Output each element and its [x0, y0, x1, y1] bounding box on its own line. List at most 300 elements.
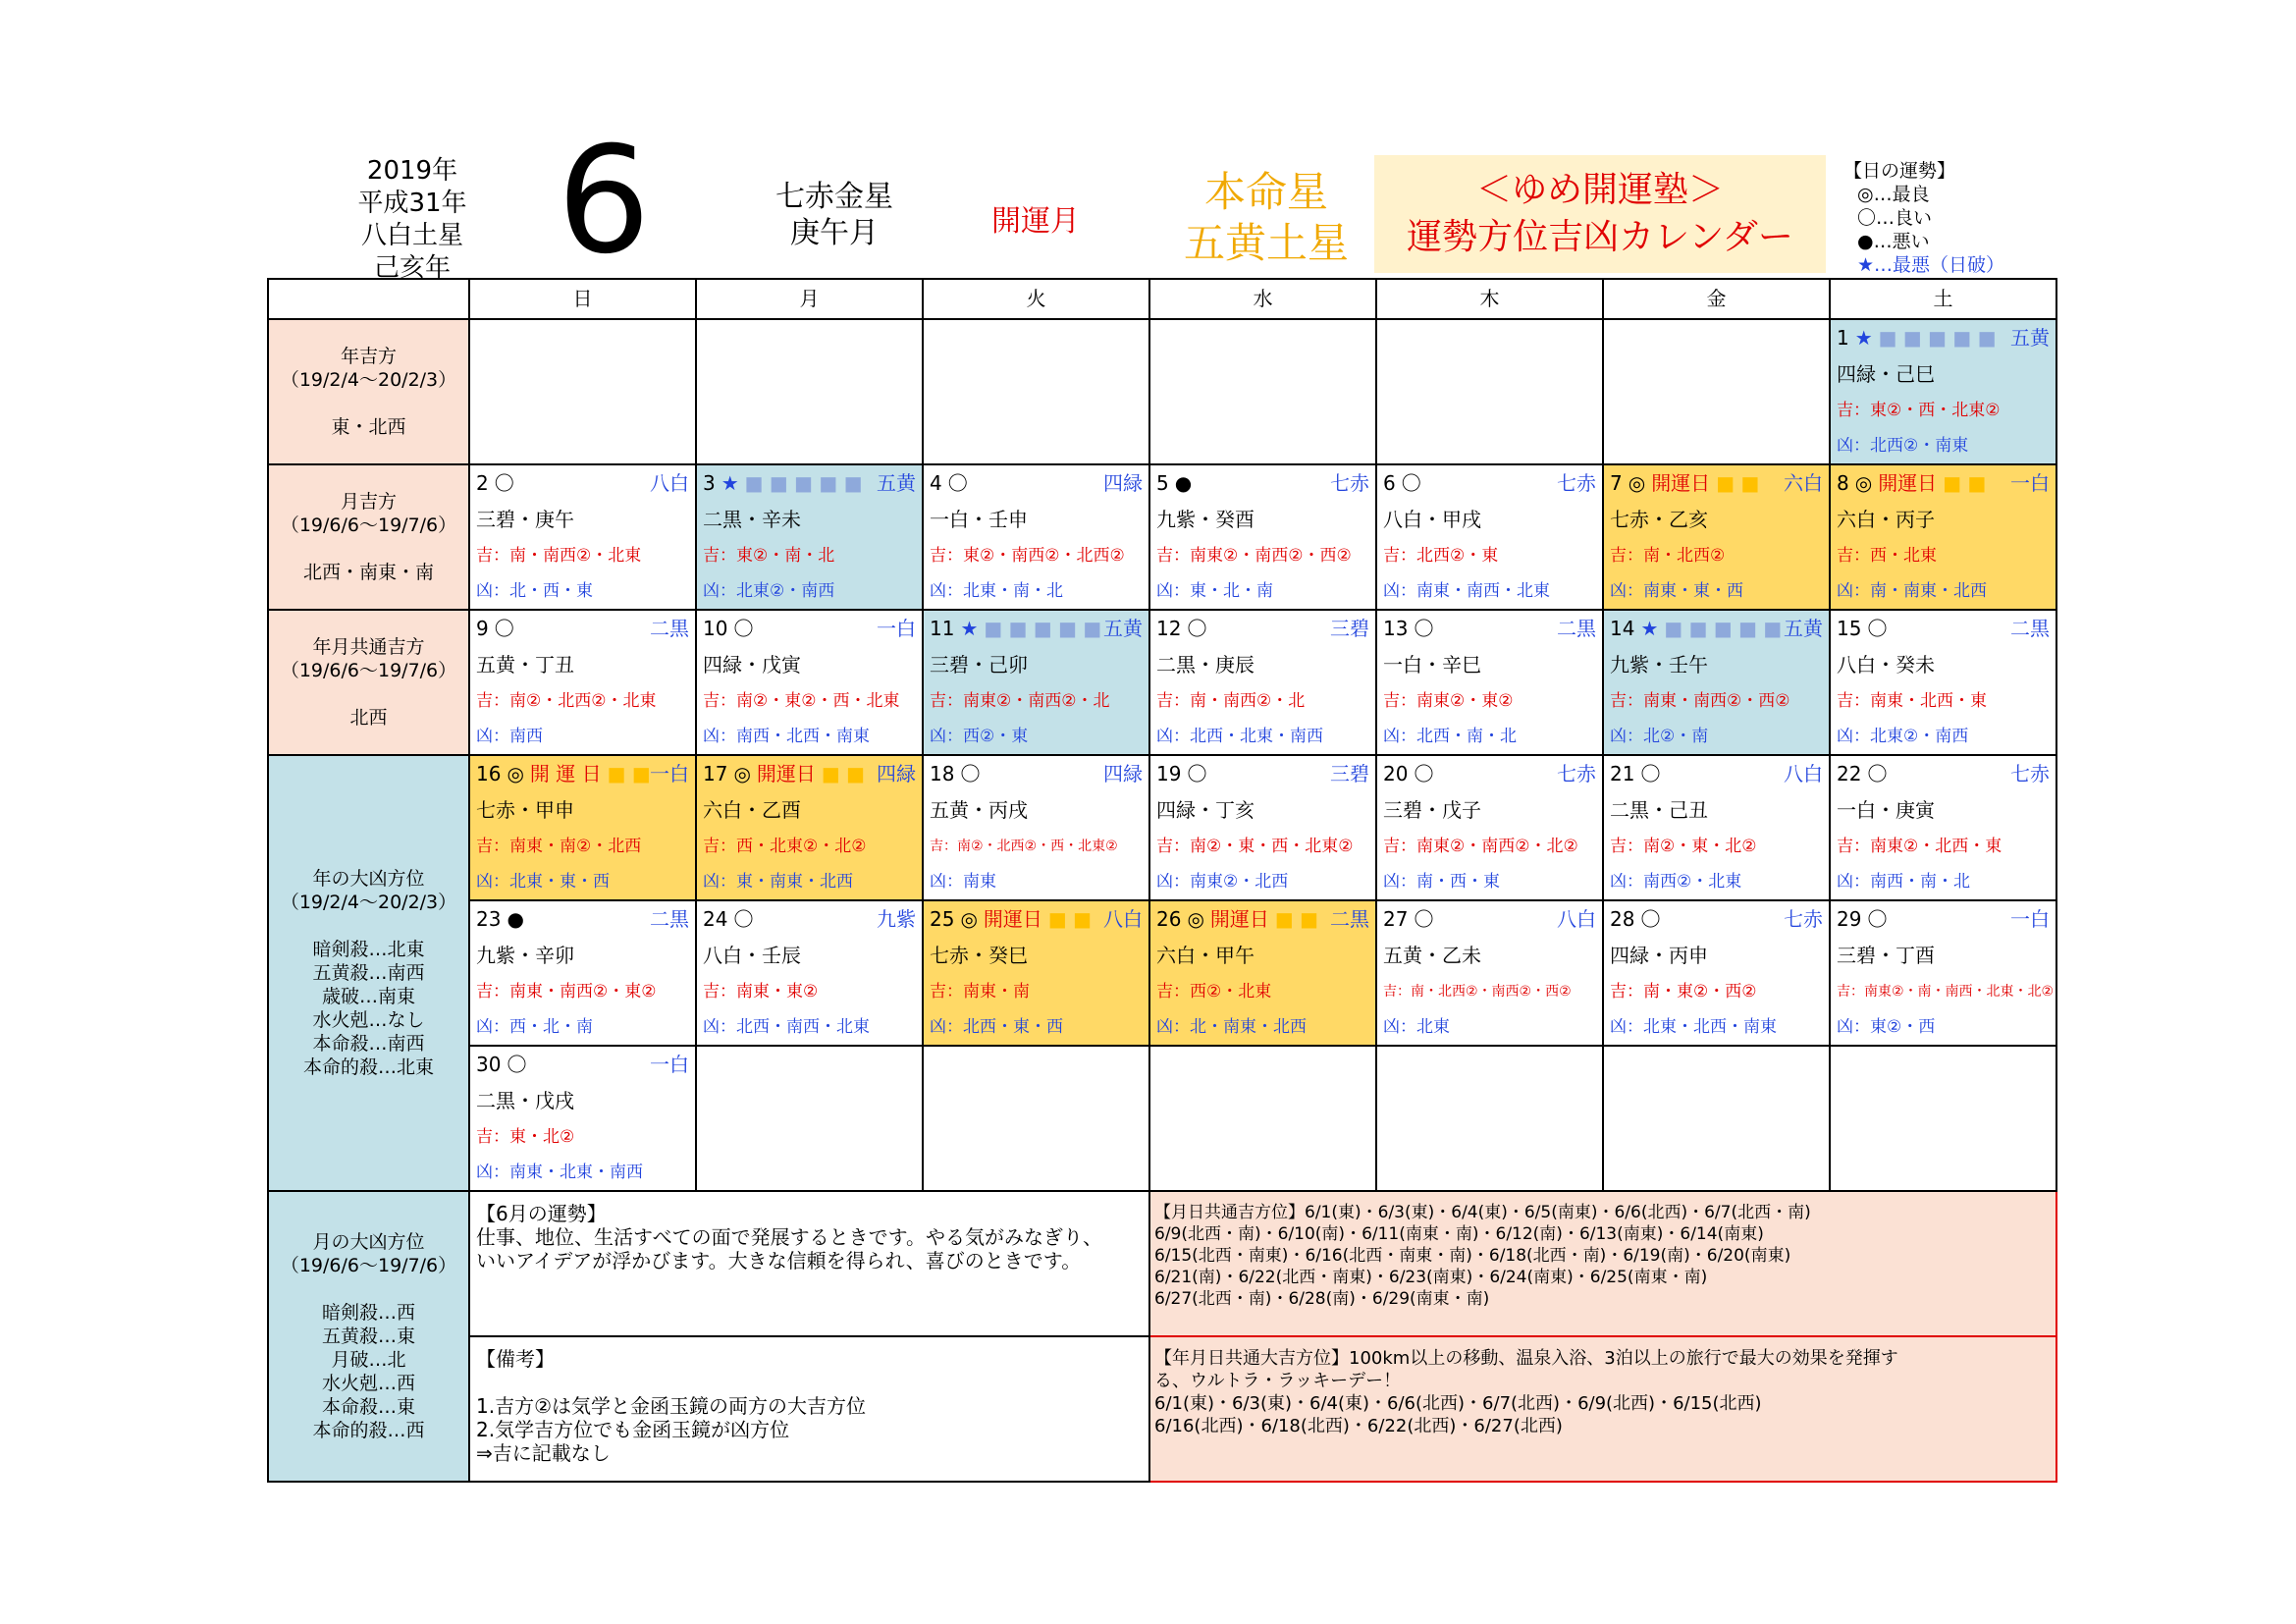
- month-number: 6: [557, 116, 651, 287]
- day-bad-directions: 凶：北②・南: [1610, 727, 1709, 746]
- day-header: [1604, 611, 1829, 647]
- side-label-line: （19/6/6～19/7/6）: [280, 514, 457, 536]
- side-label-line: [269, 1277, 468, 1301]
- day-number: 15: [1837, 617, 1862, 640]
- day-star: 七赤: [1557, 762, 1596, 785]
- day-number: 11: [930, 617, 955, 640]
- lucky-day-bar: ■ ■: [1943, 471, 1987, 495]
- day-lucky-directions: 吉：南東②・南西②・西②: [1156, 546, 1352, 566]
- day-number: 26: [1156, 907, 1182, 931]
- day-cell[interactable]: [1830, 464, 2056, 610]
- side-year-lucky: [268, 319, 469, 464]
- notes-line: ⇒吉に記載なし: [476, 1441, 611, 1465]
- day-number: 25: [930, 907, 955, 931]
- day-lucky-directions: 吉：南東②・南・南西・北東・北②: [1837, 984, 2055, 1000]
- day-star: 四緑: [877, 762, 916, 785]
- month-fortune-box: [469, 1191, 1149, 1336]
- side-label-line: （19/6/6～19/7/6）: [280, 660, 457, 681]
- day-bad-directions: 凶：南東・東・西: [1610, 581, 1743, 601]
- day-kanshi: 七赤・癸巳: [930, 944, 1028, 967]
- side-label-line: （19/2/4～20/2/3）: [280, 892, 457, 913]
- honmei-star: [1148, 167, 1384, 269]
- month-star: [717, 179, 952, 251]
- day-header: [1831, 465, 2056, 502]
- fortune-mark: ◎: [1854, 471, 1873, 495]
- fortune-mark: ◎: [1187, 907, 1204, 931]
- day-kanshi: 三碧・庚午: [476, 508, 574, 531]
- fortune-mark: 〇: [1640, 907, 1661, 931]
- day-kanshi: 五黄・乙未: [1383, 944, 1481, 967]
- day-lucky-directions: 吉：西・北東: [1837, 546, 1937, 566]
- honmei-label: 本命星: [1203, 168, 1328, 216]
- day-kanshi: 三碧・己卯: [930, 653, 1028, 677]
- day-bad-directions: 凶：東・北・南: [1156, 581, 1273, 601]
- day-star: 九紫: [877, 907, 916, 931]
- fortune-mark: 〇: [1867, 617, 1888, 640]
- day-header: [470, 1047, 695, 1083]
- day-lucky-directions: 吉：南・南西②・北東: [476, 546, 642, 566]
- month-star-line: 七赤金星: [775, 180, 893, 214]
- day-lucky-directions: 吉：西・北東②・北②: [703, 837, 867, 856]
- day-header: [697, 465, 922, 502]
- day-cell[interactable]: [696, 610, 923, 755]
- great-line: 6/16(北西)・6/18(北西)・6/22(北西)・6/27(北西): [1154, 1416, 1563, 1436]
- day-number: 29: [1837, 907, 1862, 931]
- day-header: [470, 901, 695, 938]
- day-star: 二黒: [1330, 907, 1369, 931]
- day-number: 14: [1610, 617, 1635, 640]
- fortune-mark: 〇: [1414, 762, 1434, 785]
- day-header: [1604, 465, 1829, 502]
- day-number: 18: [930, 762, 955, 785]
- day-star: 七赤: [1557, 471, 1596, 495]
- day-lucky-directions: 吉：東②・南・北: [703, 546, 835, 566]
- day-bad-directions: 凶：西②・東: [930, 727, 1029, 746]
- day-bad-directions: 凶：北東: [1383, 1017, 1450, 1037]
- day-lucky-directions: 吉：南東・北西・東: [1837, 691, 1987, 711]
- kaiun-month-label: 開運月: [991, 204, 1080, 239]
- year-info: [294, 155, 530, 285]
- corner-cell: [268, 279, 469, 319]
- empty-day: [923, 319, 1149, 464]
- day-header: [470, 611, 695, 647]
- day-kanshi: 二黒・庚辰: [1156, 653, 1255, 677]
- day-number: 9: [476, 617, 489, 640]
- day-kanshi: 二黒・辛未: [703, 508, 801, 531]
- side-label-line: 月の大凶方位: [312, 1231, 425, 1253]
- weekday-mon: 月: [696, 279, 923, 319]
- legend: [1843, 159, 2040, 277]
- year-star-line: 八白土星: [360, 221, 463, 250]
- side-label-line: 本命殺…東: [321, 1396, 415, 1418]
- day-header: [924, 611, 1148, 647]
- kaiun-day-label: 開運日: [756, 762, 816, 785]
- day-bad-directions: 凶：南・西・東: [1383, 872, 1500, 892]
- day-kanshi: 三碧・戊子: [1383, 798, 1481, 822]
- side-label-line: （19/6/6～19/7/6）: [280, 1255, 457, 1276]
- day-star: 二黒: [650, 617, 689, 640]
- side-label-line: 水火剋…なし: [312, 1009, 425, 1031]
- day-bad-directions: 凶：北・南東・北西: [1156, 1017, 1307, 1037]
- day-number: 1: [1837, 326, 1849, 350]
- day-star: 二黒: [1557, 617, 1596, 640]
- fortune-mark: ★: [960, 617, 979, 640]
- lucky-day-bar: ■ ■: [1047, 907, 1093, 931]
- notes-line: [476, 1371, 1143, 1394]
- day-bad-directions: 凶：南東・南西・北東: [1383, 581, 1550, 601]
- common-line: 6/27(北西・南)・6/28(南)・6/29(南東・南): [1154, 1289, 1490, 1309]
- weekday-fri: 金: [1603, 279, 1830, 319]
- side-label-line: 月吉方: [340, 491, 397, 513]
- day-header: [1831, 756, 2056, 792]
- day-bad-directions: 凶：北西・東・西: [930, 1017, 1063, 1037]
- day-star: 七赤: [2010, 762, 2050, 785]
- fortune-line: 仕事、地位、生活すべての面で発展するときです。やる気がみなぎり、: [476, 1225, 1102, 1249]
- legend-item: ★…最悪（日破）: [1857, 254, 2005, 276]
- day-number: 27: [1383, 907, 1409, 931]
- day-cell[interactable]: [1149, 755, 1376, 900]
- day-lucky-directions: 吉：南・東②・西②: [1610, 982, 1757, 1001]
- day-bad-directions: 凶：東・南東・北西: [703, 872, 853, 892]
- side-label-line: 暗剣殺…西: [321, 1302, 415, 1324]
- side-label-line: 東・北西: [331, 416, 406, 438]
- fortune-mark: ★: [721, 471, 739, 495]
- day-cell[interactable]: [923, 755, 1149, 900]
- day-kanshi: 四緑・丙申: [1610, 944, 1708, 967]
- day-star: 八白: [1103, 907, 1143, 931]
- title-line-1: ＜ゆめ開運塾＞: [1475, 170, 1724, 210]
- day-lucky-directions: 吉：南②・東②・西・北東: [703, 691, 900, 711]
- day-lucky-directions: 吉：東②・南西②・北西②: [930, 546, 1125, 566]
- day-bad-directions: 凶：南西: [476, 727, 543, 746]
- fortune-mark: 〇: [733, 907, 754, 931]
- fortune-mark: ●: [1174, 471, 1193, 495]
- day-cell[interactable]: [1603, 464, 1830, 610]
- day-star: 一白: [877, 617, 916, 640]
- side-label-line: 北西: [349, 707, 388, 729]
- day-lucky-directions: 吉：南東②・南西②・北②: [1383, 837, 1578, 856]
- day-kanshi: 二黒・己丑: [1610, 798, 1708, 822]
- day-cell[interactable]: [1603, 755, 1830, 900]
- day-lucky-directions: 吉：南②・東・西・北東②: [1156, 837, 1354, 856]
- day-cell[interactable]: [469, 464, 696, 610]
- fortune-mark: 〇: [494, 617, 514, 640]
- day-cell[interactable]: [1149, 610, 1376, 755]
- side-label-line: [269, 537, 468, 561]
- side-label-line: [269, 682, 468, 706]
- day-cell[interactable]: [469, 610, 696, 755]
- year-kanshi-line: 己亥年: [373, 253, 451, 283]
- day-bad-directions: 凶：北・西・東: [476, 581, 593, 601]
- day-cell[interactable]: [1603, 610, 1830, 755]
- day-header: [697, 901, 922, 938]
- day-cell[interactable]: [1376, 610, 1603, 755]
- side-label-line: 年吉方: [340, 346, 397, 367]
- day-star: 三碧: [1330, 762, 1369, 785]
- weekday-tue: 火: [923, 279, 1149, 319]
- era-line: 平成31年: [357, 189, 467, 218]
- day-bad-directions: 凶：北東②・南西: [703, 581, 835, 601]
- honmei-value: 五黄土星: [1183, 219, 1349, 267]
- day-kanshi: 四緑・丁亥: [1156, 798, 1255, 822]
- day-cell[interactable]: [696, 755, 923, 900]
- fortune-mark: ◎: [507, 762, 524, 785]
- side-label-line: [269, 392, 468, 415]
- calendar-grid: [267, 278, 2057, 1483]
- day-lucky-directions: 吉：南・北西②・南西②・西②: [1383, 984, 1572, 1000]
- day-header: [1150, 756, 1375, 792]
- side-label-line: 五黄殺…東: [321, 1326, 415, 1347]
- day-bad-directions: 凶：南西・北西・南東: [703, 727, 870, 746]
- fortune-mark: ★: [1854, 326, 1873, 350]
- day-header: [1831, 611, 2056, 647]
- fortune-mark: 〇: [960, 762, 981, 785]
- great-line: る、ウルトラ・ラッキーデー！: [1154, 1371, 1402, 1391]
- day-lucky-directions: 吉：南東・東②: [703, 982, 819, 1001]
- fortune-title: 【6月の運勢】: [476, 1202, 607, 1225]
- notes-title: 【備考】: [476, 1347, 555, 1371]
- notes-box: [469, 1336, 1149, 1482]
- day-header: [1831, 901, 2056, 938]
- day-kanshi: 八白・壬辰: [703, 944, 801, 967]
- side-month-bad: [268, 1191, 469, 1482]
- day-cell[interactable]: [1149, 464, 1376, 610]
- day-lucky-directions: 吉：南東②・東②: [1383, 691, 1514, 711]
- day-kanshi: 二黒・戊戌: [476, 1089, 574, 1112]
- day-kanshi: 四緑・戊寅: [703, 653, 801, 677]
- day-header: [1377, 756, 1602, 792]
- lucky-day-bar: ■ ■: [607, 762, 651, 785]
- day-star: 一白: [2010, 471, 2050, 495]
- day-lucky-directions: 吉：南東・南西②・東②: [476, 982, 657, 1001]
- kaiun-day-label: 開運日: [983, 907, 1042, 931]
- legend-item: ◎…最良: [1857, 184, 1930, 205]
- title-line-2: 運勢方位吉凶カレンダー: [1407, 217, 1793, 257]
- day-lucky-directions: 吉：東②・西・北東②: [1837, 401, 2001, 420]
- day-cell[interactable]: [469, 900, 696, 1046]
- day-kanshi: 三碧・丁酉: [1837, 944, 1935, 967]
- day-bad-directions: 凶：南東・北東・南西: [476, 1163, 643, 1182]
- day-header: [697, 611, 922, 647]
- kaiun-day-label: 開 運 日: [529, 762, 602, 785]
- day-kanshi: 六白・丙子: [1837, 508, 1935, 531]
- day-header: [1150, 611, 1375, 647]
- day-cell[interactable]: [1376, 464, 1603, 610]
- side-common-lucky: [268, 610, 469, 755]
- weekday-wed: 水: [1149, 279, 1376, 319]
- empty-day: [696, 319, 923, 464]
- day-cell[interactable]: [1830, 755, 2056, 900]
- empty-day: [1376, 319, 1603, 464]
- great-line: 6/1(東)・6/3(東)・6/4(東)・6/6(北西)・6/7(北西)・6/9(北西)・6/15(北西): [1154, 1393, 1762, 1414]
- fortune-mark: 〇: [1401, 471, 1421, 495]
- day-header: [470, 465, 695, 502]
- day-lucky-directions: 吉：西②・北東: [1156, 982, 1272, 1001]
- day-star: 四緑: [1103, 762, 1143, 785]
- day-star: 五黄: [1103, 617, 1143, 640]
- day-bad-directions: 凶：北西・南西・北東: [703, 1017, 870, 1037]
- day-kanshi: 一白・辛巳: [1383, 653, 1481, 677]
- day-cell[interactable]: [469, 1046, 696, 1191]
- day-star: 八白: [1784, 762, 1823, 785]
- kaiun-day-label: 開運日: [1878, 471, 1938, 495]
- day-cell[interactable]: [1376, 900, 1603, 1046]
- side-label-line: [269, 914, 468, 938]
- day-cell[interactable]: [1830, 319, 2056, 464]
- fortune-mark: 〇: [494, 471, 514, 495]
- fortune-mark: ★: [1640, 617, 1659, 640]
- day-cell[interactable]: [1603, 900, 1830, 1046]
- fortune-mark: 〇: [1187, 762, 1207, 785]
- empty-day: [1830, 1046, 2056, 1191]
- fortune-mark: 〇: [507, 1053, 527, 1076]
- day-star: 三碧: [1330, 617, 1369, 640]
- day-header: [1377, 901, 1602, 938]
- day-number: 10: [703, 617, 728, 640]
- day-star: 一白: [650, 762, 689, 785]
- side-label-line: 年の大凶方位: [312, 868, 425, 890]
- day-lucky-directions: 吉：南東②・北西・東: [1837, 837, 2002, 856]
- empty-day: [469, 319, 696, 464]
- day-cell[interactable]: [696, 464, 923, 610]
- empty-day: [1376, 1046, 1603, 1191]
- day-number: 16: [476, 762, 502, 785]
- day-cell[interactable]: [469, 755, 696, 900]
- day-kanshi: 八白・甲戌: [1383, 508, 1481, 531]
- common-line: 6/21(南)・6/22(北西・南東)・6/23(南東)・6/24(南東)・6/25(南東・南): [1154, 1268, 1708, 1287]
- fortune-mark: 〇: [1867, 907, 1888, 931]
- bad-day-bar: ■ ■ ■ ■ ■: [1664, 617, 1783, 640]
- day-header: [1150, 901, 1375, 938]
- side-label-line: 本命的殺…西: [312, 1420, 425, 1441]
- day-lucky-directions: 吉：南・南西②・北: [1156, 691, 1306, 711]
- day-star: 七赤: [1784, 907, 1823, 931]
- notes-line: 1.吉方②は気学と金函玉鏡の両方の大吉方位: [476, 1394, 867, 1418]
- side-label-line: 年月共通吉方: [312, 636, 425, 658]
- fortune-mark: ◎: [1628, 471, 1646, 495]
- day-number: 7: [1610, 471, 1623, 495]
- day-number: 3: [703, 471, 716, 495]
- day-lucky-directions: 吉：南東・南西②・西②: [1610, 691, 1790, 711]
- day-star: 八白: [650, 471, 689, 495]
- month-day-common-box: [1149, 1191, 2056, 1336]
- weekday-sat: 土: [1830, 279, 2056, 319]
- day-header: [1150, 465, 1375, 502]
- bad-day-bar: ■ ■ ■ ■ ■: [1878, 326, 1997, 350]
- year-month-day-common-box: [1149, 1336, 2056, 1482]
- fortune-mark: 〇: [947, 471, 968, 495]
- day-header: [1604, 756, 1829, 792]
- day-number: 2: [476, 471, 489, 495]
- day-bad-directions: 凶：北西②・南東: [1837, 436, 1969, 456]
- side-label-line: 暗剣殺…北東: [312, 939, 425, 960]
- day-bad-directions: 凶：南東②・北西: [1156, 872, 1289, 892]
- notes-line: 2.気学吉方位でも金函玉鏡が凶方位: [476, 1418, 790, 1441]
- day-bad-directions: 凶：北西・北東・南西: [1156, 727, 1323, 746]
- side-label-line: 北西・南東・南: [302, 562, 434, 583]
- great-line: 【年月日共通大吉方位】100km以上の移動、温泉入浴、3泊以上の旅行で最大の効果を発揮す: [1154, 1348, 1898, 1369]
- day-header: [924, 756, 1148, 792]
- day-star: 二黒: [650, 907, 689, 931]
- day-cell[interactable]: [1376, 755, 1603, 900]
- side-year-bad: [268, 755, 469, 1191]
- day-star: 二黒: [2010, 617, 2050, 640]
- day-star: 四緑: [1103, 471, 1143, 495]
- bad-day-bar: ■ ■ ■ ■ ■: [984, 617, 1102, 640]
- fortune-mark: 〇: [733, 617, 754, 640]
- day-header: [924, 901, 1148, 938]
- day-bad-directions: 凶：南東: [930, 872, 996, 892]
- day-number: 5: [1156, 471, 1169, 495]
- day-header: [470, 756, 695, 792]
- day-kanshi: 四緑・己巳: [1837, 362, 1935, 386]
- day-kanshi: 一白・壬申: [930, 508, 1028, 531]
- day-cell[interactable]: [696, 900, 923, 1046]
- fortune-line: いいアイデアが浮かびます。大きな信頼を得られ、喜びのときです。: [476, 1249, 1082, 1272]
- day-kanshi: 七赤・乙亥: [1610, 508, 1708, 531]
- day-cell[interactable]: [1149, 900, 1376, 1046]
- day-bad-directions: 凶：南・南東・北西: [1837, 581, 1987, 601]
- fortune-mark: ◎: [960, 907, 978, 931]
- day-number: 22: [1837, 762, 1862, 785]
- day-bad-directions: 凶：北東・南・北: [930, 581, 1063, 601]
- day-number: 28: [1610, 907, 1635, 931]
- day-kanshi: 五黄・丙戌: [930, 798, 1028, 822]
- common-line: 【月日共通吉方位】6/1(東)・6/3(東)・6/4(東)・6/5(南東)・6/6(北西)・6/7(北西・南): [1154, 1203, 1811, 1222]
- side-label-line: 月破…北: [331, 1349, 406, 1371]
- side-label-line: 歳破…南東: [321, 986, 415, 1007]
- weekday-thu: 木: [1376, 279, 1603, 319]
- empty-day: [923, 1046, 1149, 1191]
- day-lucky-directions: 吉：南②・東・北②: [1610, 837, 1757, 856]
- day-bad-directions: 凶：南西②・北東: [1610, 872, 1742, 892]
- day-cell[interactable]: [1830, 900, 2056, 1046]
- day-header: [1377, 611, 1602, 647]
- day-number: 20: [1383, 762, 1409, 785]
- side-month-lucky: [268, 464, 469, 610]
- day-kanshi: 九紫・壬午: [1610, 653, 1708, 677]
- empty-day: [1149, 1046, 1376, 1191]
- day-bad-directions: 凶：西・北・南: [476, 1017, 593, 1037]
- empty-day: [1149, 319, 1376, 464]
- day-number: 24: [703, 907, 728, 931]
- fortune-mark: 〇: [1640, 762, 1661, 785]
- day-lucky-directions: 吉：南②・北西②・西・北東②: [930, 839, 1118, 854]
- day-cell[interactable]: [923, 464, 1149, 610]
- day-kanshi: 五黄・丁丑: [476, 653, 574, 677]
- day-number: 23: [476, 907, 502, 931]
- empty-day: [1603, 319, 1830, 464]
- kaiun-day-label: 開運日: [1651, 471, 1711, 495]
- day-number: 4: [930, 471, 942, 495]
- day-lucky-directions: 吉：南東・南②・北西: [476, 837, 642, 856]
- lucky-day-bar: ■ ■: [1716, 471, 1760, 495]
- day-header: [1377, 465, 1602, 502]
- day-bad-directions: 凶：北東・東・西: [476, 872, 610, 892]
- day-cell[interactable]: [1830, 610, 2056, 755]
- day-kanshi: 七赤・甲申: [476, 798, 574, 822]
- day-number: 30: [476, 1053, 502, 1076]
- common-line: 6/15(北西・南東)・6/16(北西・南東・南)・6/18(北西・南)・6/19(南)・6/20(南東): [1154, 1246, 1791, 1266]
- day-header: [1831, 320, 2056, 356]
- day-kanshi: 六白・乙酉: [703, 798, 801, 822]
- side-label-line: 本命的殺…北東: [302, 1056, 434, 1078]
- day-star: 八白: [1557, 907, 1596, 931]
- day-cell[interactable]: [923, 900, 1149, 1046]
- day-star: 五黄: [877, 471, 916, 495]
- day-cell[interactable]: [923, 610, 1149, 755]
- common-line: 6/9(北西・南)・6/10(南)・6/11(南東・南)・6/12(南)・6/13(南東)・6/14(南東): [1154, 1224, 1764, 1244]
